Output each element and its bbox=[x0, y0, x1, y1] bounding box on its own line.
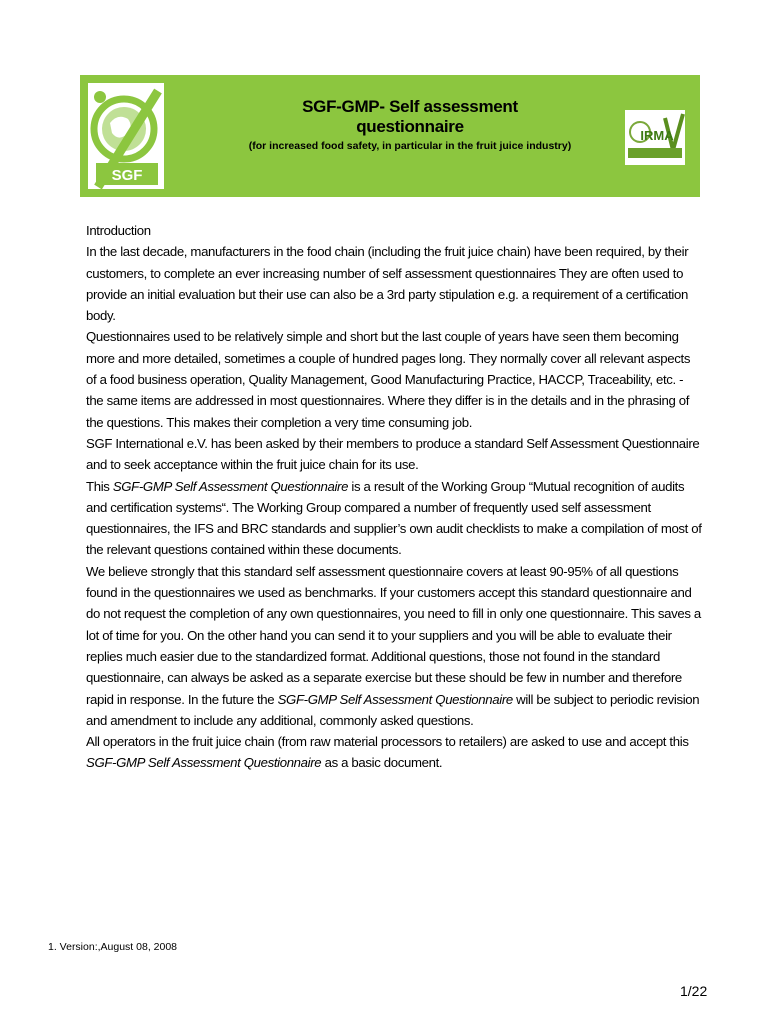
irma-logo-text: IRMA bbox=[640, 128, 674, 143]
paragraph-1: In the last decade, manufacturers in the food chain (including the fruit juice chain) have been required, by their customers, to complete an ever increasing number of self assessment questionnaires They are often used to provide an initial evaluation but their use can also be a 3rd party stipulation e.g. a requirement of a certification body. bbox=[86, 244, 689, 324]
sgf-globe-icon bbox=[88, 83, 164, 189]
paragraph-5 bbox=[86, 561, 702, 731]
paragraph-4-end: is a result of the Working Group “Mutual recognition of audits and certification systems“. The Working Group compared a number of frequently used self assessment questionnaires, the IFS and BRC standards and supplier’s own audit checklists to make a compilation of most of the relevant questions contained within these documents. bbox=[86, 478, 702, 558]
paragraph-6 bbox=[86, 731, 702, 774]
questionnaire-name: SGF-GMP Self Assessment Questionnaire bbox=[277, 691, 513, 707]
paragraph-4 bbox=[86, 476, 702, 561]
paragraph-2: Questionnaires used to be relatively simple and short but the last couple of years have seen them becoming more and more detailed, sometimes a couple of hundred pages long. They normally cover all relevant aspects of a food business operation, Quality Management, Good Manufacturing Practice, HACCP, Traceability, etc. - the same items are addressed in most questionnaires. Where they differ is in the details and in the phrasing of the questions. This makes their completion a very time consuming job. bbox=[86, 329, 691, 430]
introduction-body bbox=[86, 220, 702, 774]
irma-logo-icon bbox=[625, 110, 685, 165]
sgf-logo bbox=[88, 83, 164, 189]
page-title: SGF-GMP- Self assessment questionnaire bbox=[302, 97, 518, 136]
paragraph-4-start: This bbox=[86, 478, 113, 494]
paragraph-5-start: We believe strongly that this standard self assessment questionnaire covers at least 90-95% of all questions found in the questionnaires we used as benchmarks. If your customers accept this standard questionnaire and do not request the completion of any own questionnaires, you need to fill in only one questionnaire. This saves a lot of time for you. On the other hand you can send it to your suppliers and you will be able to evaluate their replies much easier due to the standardized format. Additional questions, those not found in the standard questionnaire, can always be asked as a separate exercise but these should be few in number and therefore rapid in response. In the future the bbox=[86, 563, 701, 707]
questionnaire-name: SGF-GMP Self Assessment Questionnaire bbox=[112, 478, 349, 494]
irma-logo bbox=[625, 110, 685, 165]
page-subtitle: (for increased food safety, in particular in the fruit juice industry) bbox=[248, 140, 572, 152]
paragraph-6-start: All operators in the fruit juice chain (from raw material processors to retailers) are asked to use and accept this bbox=[86, 734, 689, 750]
header-banner bbox=[80, 75, 700, 197]
sgf-logo-text: SGF bbox=[111, 167, 143, 184]
paragraph-3: SGF International e.V. has been asked by their members to produce a standard Self Assessment Questionnaire and to seek acceptance within the fruit juice chain for its use. bbox=[86, 435, 700, 473]
paragraph-5-end: will be subject to periodic revision and amendment to include any additional, commonly asked questions. bbox=[86, 691, 700, 728]
section-heading: Introduction bbox=[86, 223, 151, 238]
questionnaire-name: SGF-GMP Self Assessment Questionnaire bbox=[86, 755, 322, 771]
paragraph-6-end: as a basic document. bbox=[321, 755, 443, 771]
version-note: 1. Version:,August 08, 2008 bbox=[48, 941, 178, 953]
page-number: 1/22 bbox=[680, 983, 708, 999]
